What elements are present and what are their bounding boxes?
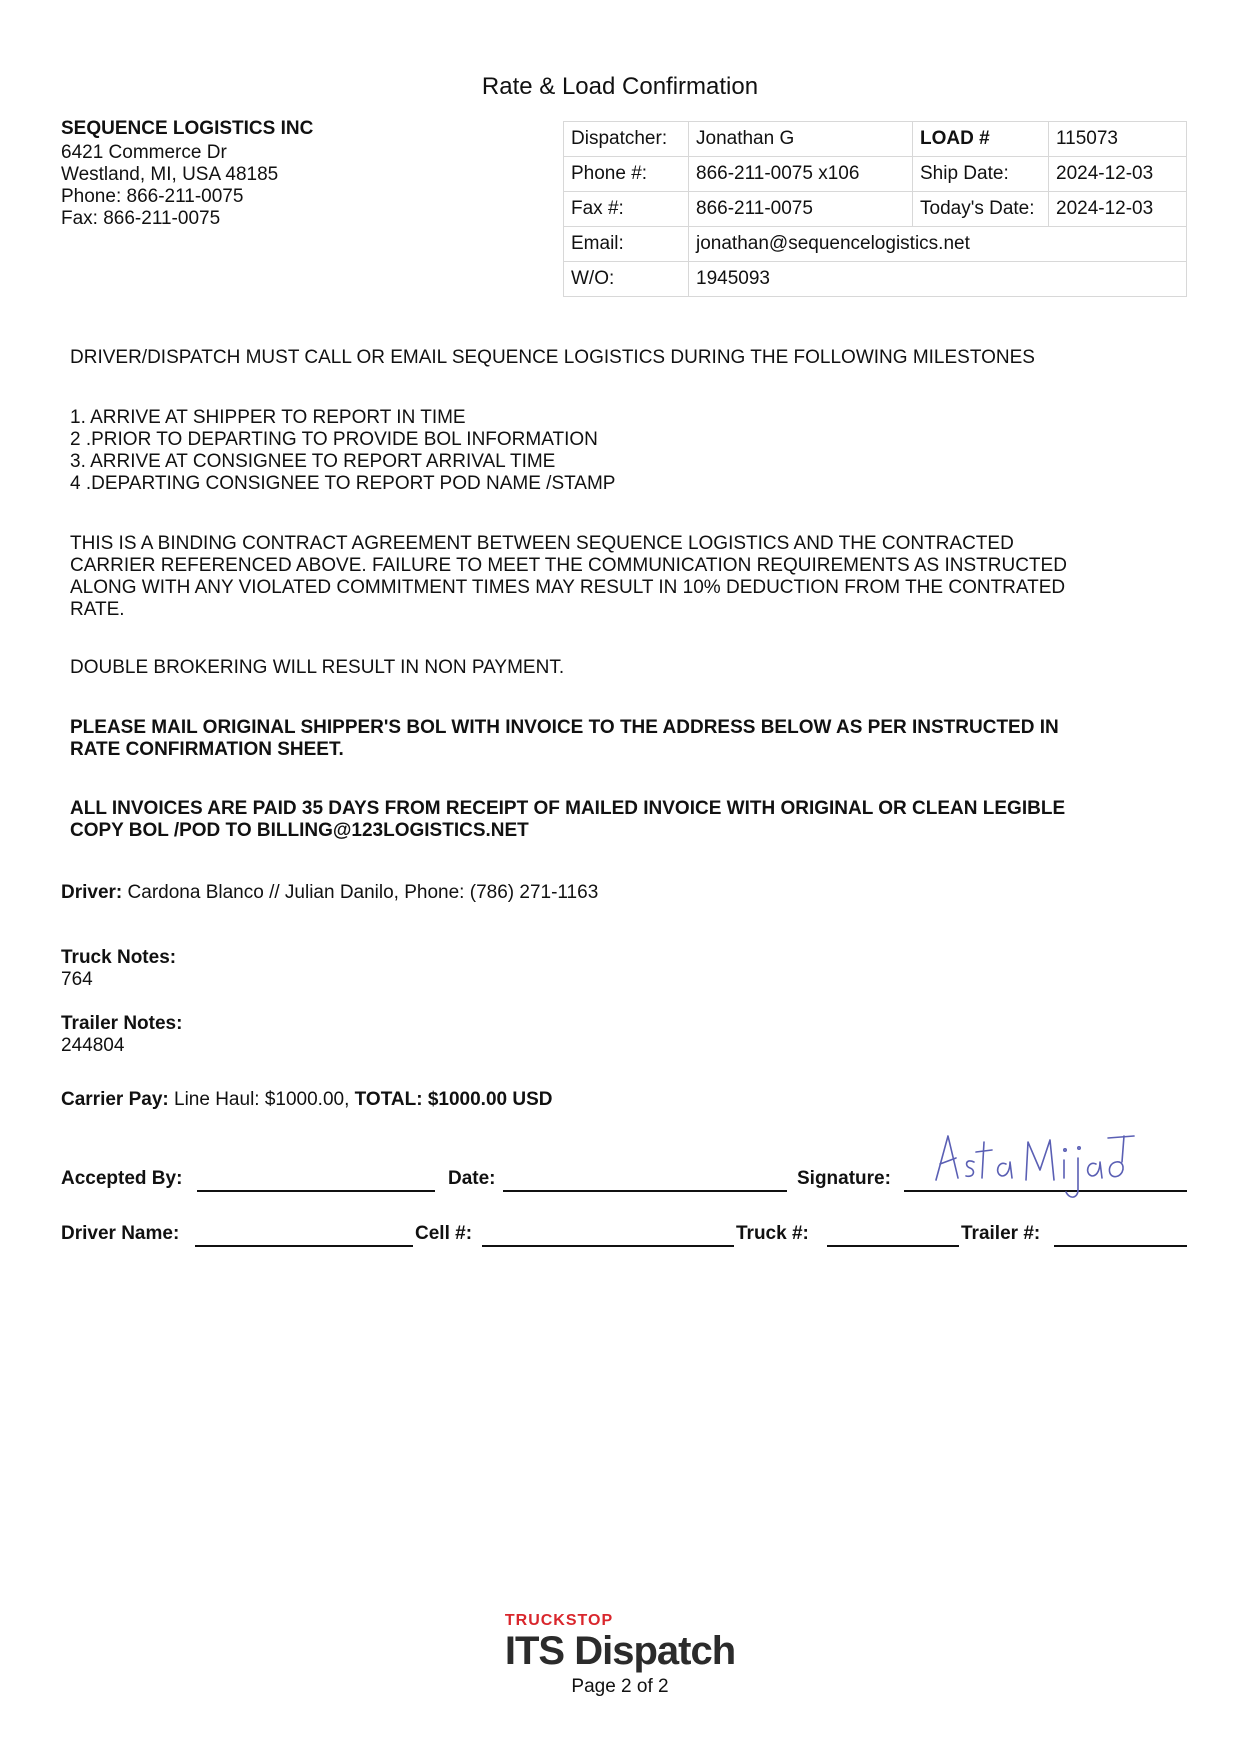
trailer-label: Trailer #: — [961, 1223, 1041, 1244]
company-address-line1: 6421 Commerce Dr — [61, 142, 227, 163]
load-info-table — [563, 121, 1187, 297]
page-number: Page 2 of 2 — [571, 1676, 669, 1697]
driver-info — [61, 882, 598, 904]
mail-notice-line: PLEASE MAIL ORIGINAL SHIPPER'S BOL WITH INVOICE TO THE ADDRESS BELOW AS PER INSTRUCTED IN — [70, 717, 1059, 738]
truck-notes — [61, 947, 176, 991]
email-label: Email: — [564, 227, 689, 262]
dispatcher-label: Dispatcher: — [564, 122, 689, 157]
driver-name-label: Driver Name: — [61, 1223, 180, 1244]
fax-value: 866-211-0075 — [689, 192, 913, 227]
phone-value: 866-211-0075 x106 — [689, 157, 913, 192]
ship-date-label: Ship Date: — [913, 157, 1049, 192]
table-row — [564, 157, 1187, 192]
driver-details-row — [61, 1217, 1187, 1247]
email-value: jonathan@sequencelogistics.net — [689, 227, 1187, 262]
handwritten-signature — [930, 1128, 1140, 1208]
contract-line: ALONG WITH ANY VIOLATED COMMITMENT TIMES MAY RESULT IN 10% DEDUCTION FROM THE CONTRATED — [70, 577, 1066, 598]
table-row — [564, 122, 1187, 157]
cell-label: Cell #: — [415, 1223, 473, 1244]
accepted-by-field[interactable] — [197, 1162, 435, 1192]
its-dispatch-brand: ITS Dispatch — [504, 1629, 736, 1673]
wo-label: W/O: — [564, 262, 689, 297]
list-item: 4 .DEPARTING CONSIGNEE TO REPORT POD NAME /STAMP — [70, 473, 616, 494]
company-block — [61, 118, 313, 230]
load-label: LOAD # — [913, 122, 1049, 157]
company-address-line2: Westland, MI, USA 48185 — [61, 164, 279, 185]
page-title: Rate & Load Confirmation — [481, 73, 759, 100]
ship-date-value: 2024-12-03 — [1049, 157, 1187, 192]
today-date-label: Today's Date: — [913, 192, 1049, 227]
table-row — [564, 192, 1187, 227]
truckstop-brand: TRUCKSTOP — [504, 1612, 614, 1629]
trailer-field[interactable] — [1054, 1217, 1187, 1247]
load-value: 115073 — [1049, 122, 1187, 157]
double-brokering-notice: DOUBLE BROKERING WILL RESULT IN NON PAYMENT. — [70, 657, 565, 678]
phone-label: Phone #: — [564, 157, 689, 192]
company-phone: Phone: 866-211-0075 — [61, 186, 244, 207]
line-haul-value: Line Haul: $1000.00, — [168, 1089, 355, 1110]
contract-line: RATE. — [70, 599, 125, 620]
cell-field[interactable] — [482, 1217, 734, 1247]
accepted-by-label: Accepted By: — [61, 1168, 183, 1189]
date-label: Date: — [448, 1168, 496, 1189]
truck-field[interactable] — [827, 1217, 959, 1247]
list-item: 1. ARRIVE AT SHIPPER TO REPORT IN TIME — [70, 407, 466, 428]
milestones-header: DRIVER/DISPATCH MUST CALL OR EMAIL SEQUENCE LOGISTICS DURING THE FOLLOWING MILESTONES — [70, 347, 1035, 368]
trailer-notes — [61, 1013, 182, 1057]
today-date-value: 2024-12-03 — [1049, 192, 1187, 227]
company-name: SEQUENCE LOGISTICS INC — [61, 118, 314, 139]
signature-label: Signature: — [797, 1168, 891, 1189]
truck-label: Truck #: — [736, 1223, 809, 1244]
driver-value: Cardona Blanco // Julian Danilo, Phone: (786) 271-1163 — [122, 882, 599, 903]
carrier-pay-label: Carrier Pay: — [61, 1089, 169, 1110]
carrier-pay-total: TOTAL: $1000.00 USD — [354, 1089, 553, 1110]
contract-line: THIS IS A BINDING CONTRACT AGREEMENT BETWEEN SEQUENCE LOGISTICS AND THE CONTRACTED — [70, 533, 1014, 554]
truck-notes-label: Truck Notes: — [61, 947, 177, 968]
wo-value: 1945093 — [689, 262, 1187, 297]
mail-notice-line: RATE CONFIRMATION SHEET. — [70, 739, 344, 760]
trailer-notes-value: 244804 — [61, 1035, 125, 1056]
list-item: 2 .PRIOR TO DEPARTING TO PROVIDE BOL INFORMATION — [70, 429, 598, 450]
date-field[interactable] — [503, 1162, 787, 1192]
contract-notice — [70, 533, 1190, 621]
invoice-notice-line: COPY BOL /POD TO BILLING@123LOGISTICS.NET — [70, 820, 529, 841]
company-fax: Fax: 866-211-0075 — [61, 208, 221, 229]
invoice-notice — [70, 798, 1190, 842]
fax-label: Fax #: — [564, 192, 689, 227]
table-row — [564, 262, 1187, 297]
mail-notice — [70, 717, 1190, 761]
trailer-notes-label: Trailer Notes: — [61, 1013, 183, 1034]
dispatcher-value: Jonathan G — [689, 122, 913, 157]
contract-line: CARRIER REFERENCED ABOVE. FAILURE TO MEET THE COMMUNICATION REQUIREMENTS AS INSTRUCTED — [70, 555, 1067, 576]
list-item: 3. ARRIVE AT CONSIGNEE TO REPORT ARRIVAL TIME — [70, 451, 556, 472]
driver-name-field[interactable] — [195, 1217, 413, 1247]
carrier-pay — [61, 1089, 552, 1111]
milestones-list — [70, 407, 1190, 495]
invoice-notice-line: ALL INVOICES ARE PAID 35 DAYS FROM RECEIPT OF MAILED INVOICE WITH ORIGINAL OR CLEAN LEGIBLE — [70, 798, 1066, 819]
footer-logo — [0, 1612, 1240, 1672]
table-row — [564, 227, 1187, 262]
truck-notes-value: 764 — [61, 969, 93, 990]
driver-label: Driver: — [61, 882, 123, 903]
